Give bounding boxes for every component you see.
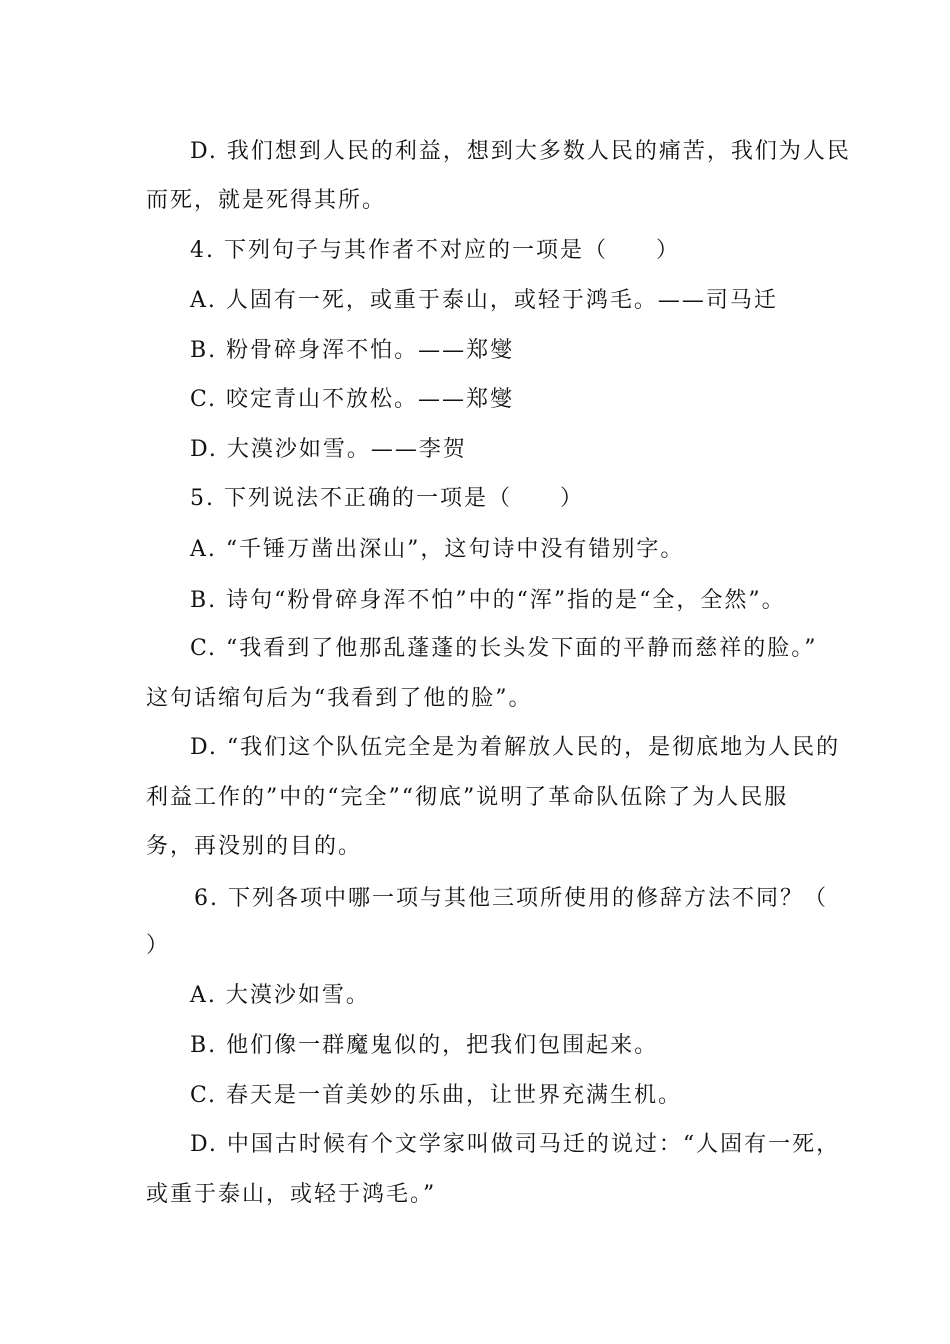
q6-option-d-line1: D. 中国古时候有个文学家叫做司马迁的说过：“人固有一死， xyxy=(190,1132,841,1157)
q4-option-a: A. 人固有一死，或重于泰山，或轻于鸿毛。——司马迁 xyxy=(190,288,778,313)
q5-stem: 5. 下列说法不正确的一项是（ ） xyxy=(190,486,584,511)
q6-option-a: A. 大漠沙如雪。 xyxy=(190,983,370,1008)
q6-stem-line1: 6. 下列各项中哪一项与其他三项所使用的修辞方法不同？（ xyxy=(194,886,828,911)
q5-option-c-line1: C. “我看到了他那乱蓬蓬的长头发下面的平静而慈祥的脸。” xyxy=(190,636,818,661)
q6-option-d-line2: 或重于泰山，或轻于鸿毛。” xyxy=(146,1182,437,1207)
q6-option-c: C. 春天是一首美妙的乐曲，让世界充满生机。 xyxy=(190,1083,683,1108)
q5-option-c-line2: 这句话缩句后为“我看到了他的脸”。 xyxy=(146,686,533,711)
q5-option-d-line2: 利益工作的”中的“完全”“彻底”说明了革命队伍除了为人民服 xyxy=(146,785,789,810)
q5-option-a: A. “千锤万凿出深山”，这句诗中没有错别字。 xyxy=(190,537,685,562)
q4-option-d: D. 大漠沙如雪。——李贺 xyxy=(190,437,467,462)
q4-stem: 4. 下列句子与其作者不对应的一项是（ ） xyxy=(190,238,680,263)
q3-option-d-line1: D. 我们想到人民的利益，想到大多数人民的痛苦，我们为人民 xyxy=(190,139,851,164)
q5-option-d-line1: D. “我们这个队伍完全是为着解放人民的，是彻底地为人民的 xyxy=(190,735,841,760)
q3-option-d-line2: 而死，就是死得其所。 xyxy=(146,188,387,213)
q5-option-d-line3: 务，再没别的目的。 xyxy=(146,834,363,859)
q6-stem-line2: ） xyxy=(146,933,171,958)
q4-option-b: B. 粉骨碎身浑不怕。——郑燮 xyxy=(190,338,515,363)
q6-option-b: B. 他们像一群魔鬼似的，把我们包围起来。 xyxy=(190,1033,659,1058)
q5-option-b: B. 诗句“粉骨碎身浑不怕”中的“浑”指的是“全，全然”。 xyxy=(190,588,786,613)
q4-option-c: C. 咬定青山不放松。——郑燮 xyxy=(190,387,515,412)
